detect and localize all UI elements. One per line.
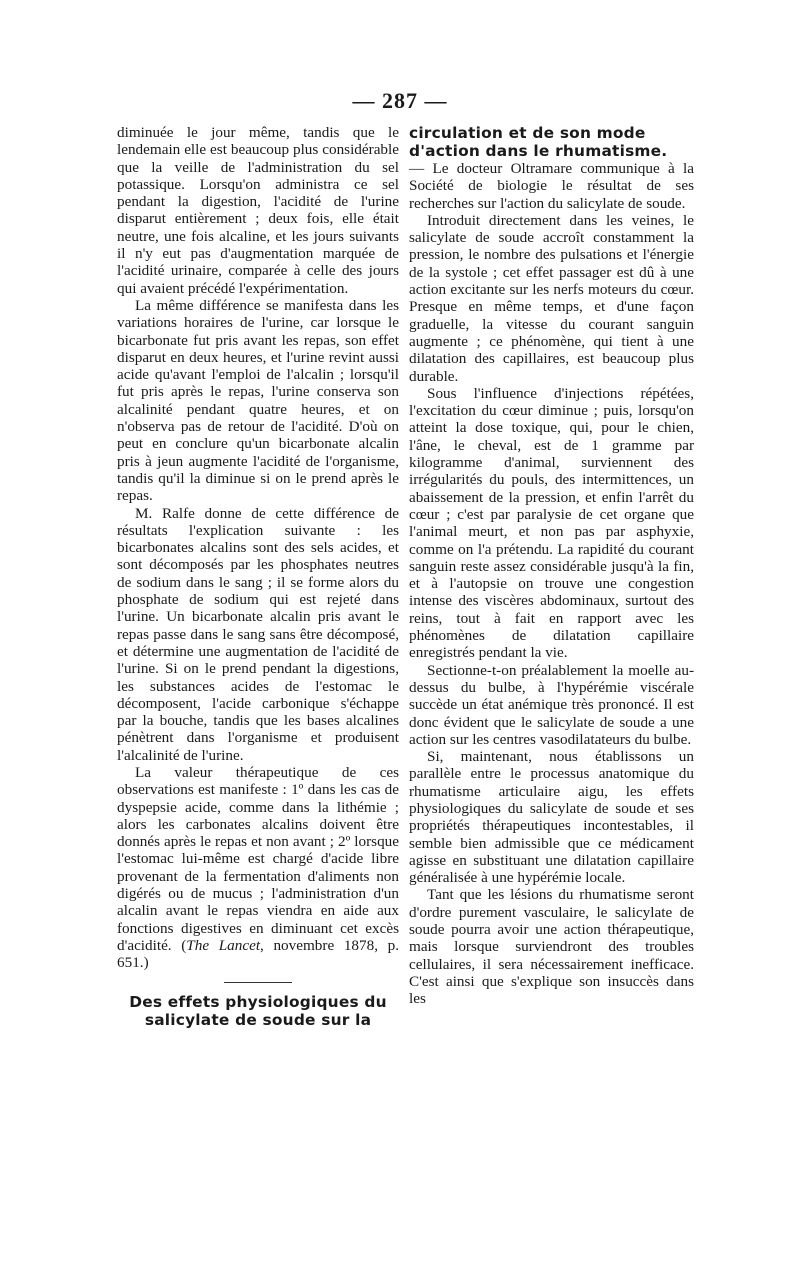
right-paragraph-5: Si, maintenant, nous établissons un parallèle entre le processus anatomique du rhumatisme articulaire aigu, les effets physiologiques du salicylate de soude et ses propriétés thérapeutiques incontestables, il semble bien admissible que ce médicament agisse en substituant une dilatation capillaire généralisée à une hypérémie locale. (409, 748, 694, 887)
section-divider (224, 982, 292, 983)
right-paragraph-2: Introduit directement dans les veines, le salicylate de soude accroît constamment la pression, le nombre des pulsations et l'énergie de la systole ; cet effet passager est dû à une action excitante sur les nerfs moteurs du cœur. Presque en même temps, et d'une façon graduelle, la vitesse du courant sanguin augmente ; ce phénomène, qui tient à une dilatation des capillaires, est beaucoup plus durable. (409, 211, 694, 385)
right-paragraph-1: — Le docteur Oltramare communique à la Société de biologie le résultat de ses recherches sur l'action du salicylate de soude. (409, 160, 694, 212)
left-paragraph-3: M. Ralfe donne de cette différence de résultats l'explication suivante : les bicarbonates alcalins sont des sels acides, et sont décomposés par les phosphates neutres de sodium dans le sang ; il se forme alors du phosphate de sodium qui est rejeté dans l'urine. Un bicarbonate alcalin pris avant le repas passe dans le sang sans être décomposé, et détermine une augmentation de l'acidité de l'urine. Si on le prend pendant la digestions, les substances acides de l'estomac le décomposent, l'acide carbonique s'échappe par la bouche, tandis que les bases alcalines pénètrent dans l'organisme et produisent l'alcalinité de l'urine. (117, 504, 399, 764)
right-column (409, 124, 694, 1008)
section-heading-start: Des effets physiologiques du salicylate de soude sur la (129, 992, 387, 1029)
right-paragraph-4: Sectionne-t-on préalablement la moelle au-dessus du bulbe, à l'hypérémie viscérale succède un état anémique très prononcé. Il est donc évident que le salicylate de soude a une action sur les centres vasodilatateurs du bulbe. (409, 661, 694, 748)
page-number: — 287 — (352, 88, 448, 113)
section-heading-continued: circulation et de son mode d'action dans le rhumatisme. (409, 124, 668, 160)
left-paragraph-2: La même différence se manifesta dans les variations horaires de l'urine, car lorsque le bicarbonate fut pris avant les repas, son effet disparut en deux heures, et l'urine revint aussi acide qu'avant l'emploi de l'alcalin ; lorsqu'il fut pris après le repas, l'urine conserva son alcalinité pendant quatre heures, et on n'observa pas de retour de l'acidité. D'où on peut en conclure qu'un bicarbonate alcalin pris à jeun augmente l'acidité de l'organisme, tandis qu'il la diminue si on le prend après le repas. (117, 296, 399, 505)
citation-journal: The Lancet (186, 936, 261, 954)
left-paragraph-4-text: La valeur thérapeutique de ces observations est manifeste : 1º dans les cas de dyspepsie acide, comme dans la lithémie ; alors les carbonates alcalins doivent être donnés après le repas et non avant ; 2º lorsque l'estomac lui-même est chargé d'acide libre provenant de la fermentation d'aliments non digérés ou de mucus ; l'administration d'un alcalin avant le repas viendra en aide aux fonctions digestives en diminuant cet excès d'acidité. ( (117, 763, 399, 954)
citation-details: , novembre 1878, p. 651.) (117, 936, 399, 972)
left-paragraph-1: diminuée le jour même, tandis que le lendemain elle est beaucoup plus considérable que la veille de l'administration du sel potassique. Lorsqu'on administra ce sel pendant la digestion, l'acidité de l'urine disparut entièrement ; deux fois, elle était neutre, une fois alcaline, et les jours suivants il n'y eut pas d'augmentation marquée de l'acidité urinaire, comparée à celle des jours qui avaient précédé l'expérimentation. (117, 124, 399, 297)
right-paragraph-6: Tant que les lésions du rhumatisme seront d'ordre purement vasculaire, le salicylate de soude pourra avoir une action thérapeutique, mais lorsque surviendront des troubles cellulaires, il sera nécessairement inefficace. C'est ainsi que s'explique son insuccès dans les (409, 886, 694, 1008)
left-column (117, 124, 399, 1029)
left-paragraph-4 (117, 764, 399, 972)
right-paragraph-3: Sous l'influence d'injections répétées, l'excitation du cœur diminue ; puis, lorsqu'on atteint la dose toxique, qui, pour le chien, l'âne, le cheval, est de 1 gramme par kilogramme d'animal, surviennent des irrégularités du pouls, des intermittences, un abaissement de la pression, et enfin l'arrêt du cœur ; c'est par paralysie de cet organe que l'animal meurt, et non pas par asphyxie, comme on l'a prétendu. La rapidité du courant sanguin reste assez considérable jusqu'à la fin, et à l'autopsie on trouve une congestion intense des viscères abdominaux, surtout des reins, tout à fait en rapport avec les phénomènes de dilatation capillaire enregistrés pendant la vie. (409, 384, 694, 662)
